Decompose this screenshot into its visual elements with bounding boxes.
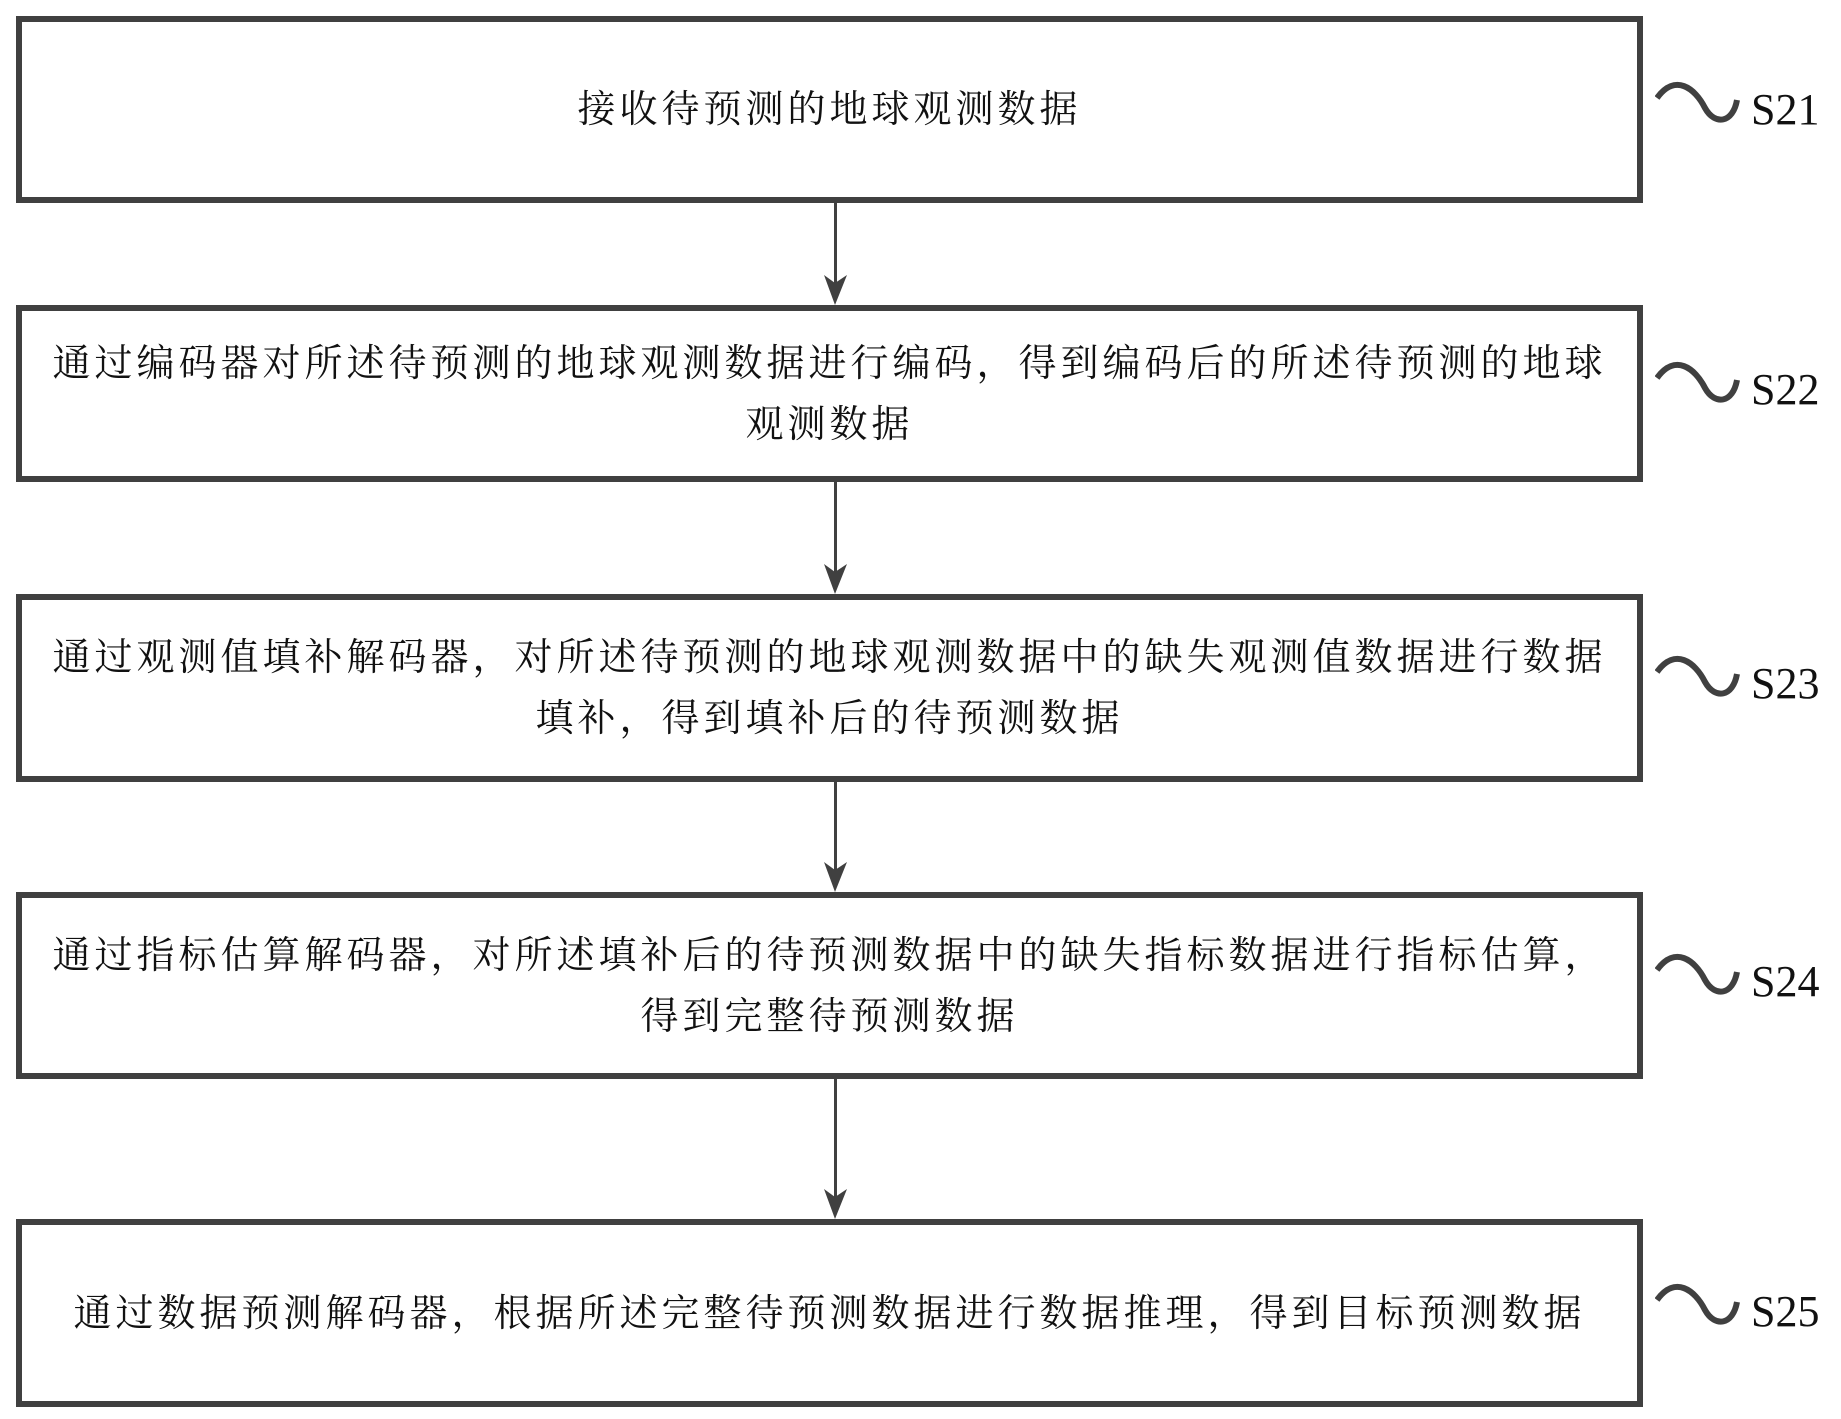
step-id-s23: S23 bbox=[1751, 659, 1820, 708]
step-text-s25: 通过数据预测解码器，根据所述完整待预测数据进行数据推理，得到目标预测数据 bbox=[73, 1290, 1586, 1335]
tilde-connector-icon bbox=[1655, 1280, 1745, 1340]
step-box-s24 bbox=[16, 892, 1643, 1079]
step-id-s21: S21 bbox=[1751, 85, 1820, 134]
arrowhead-icon bbox=[822, 275, 852, 305]
step-id-s25: S25 bbox=[1751, 1287, 1820, 1336]
step-text-s24: 通过指标估算解码器，对所述填补后的待预测数据中的缺失指标数据进行指标估算，得到完整待预测数据 bbox=[52, 932, 1607, 1038]
step-box-s22 bbox=[16, 305, 1643, 482]
tilde-connector-icon bbox=[1655, 78, 1745, 138]
step-label-s25 bbox=[1655, 1280, 1841, 1340]
step-label-s24 bbox=[1655, 950, 1841, 1010]
arrow-s21-s22 bbox=[834, 203, 838, 305]
step-text-s22: 通过编码器对所述待预测的地球观测数据进行编码，得到编码后的所述待预测的地球观测数据 bbox=[52, 340, 1607, 446]
arrow-s23-s24 bbox=[834, 782, 838, 892]
arrowhead-icon bbox=[822, 1189, 852, 1219]
step-label-s21 bbox=[1655, 78, 1841, 138]
step-label-s23 bbox=[1655, 652, 1841, 712]
tilde-connector-icon bbox=[1655, 950, 1745, 1010]
arrowhead-icon bbox=[822, 564, 852, 594]
tilde-connector-icon bbox=[1655, 358, 1745, 418]
step-box-s21 bbox=[16, 16, 1643, 203]
step-text-s21: 接收待预测的地球观测数据 bbox=[577, 87, 1082, 131]
arrowhead-icon bbox=[822, 862, 852, 892]
arrow-s24-s25 bbox=[834, 1079, 838, 1219]
step-box-s25 bbox=[16, 1219, 1643, 1407]
step-label-s22 bbox=[1655, 358, 1841, 418]
tilde-connector-icon bbox=[1655, 652, 1745, 712]
step-box-s23 bbox=[16, 594, 1643, 782]
arrow-s22-s23 bbox=[834, 482, 838, 594]
step-text-s23: 通过观测值填补解码器，对所述待预测的地球观测数据中的缺失观测值数据进行数据填补，得到填补后的待预测数据 bbox=[52, 635, 1607, 740]
step-id-s24: S24 bbox=[1751, 957, 1820, 1006]
step-id-s22: S22 bbox=[1751, 365, 1820, 414]
